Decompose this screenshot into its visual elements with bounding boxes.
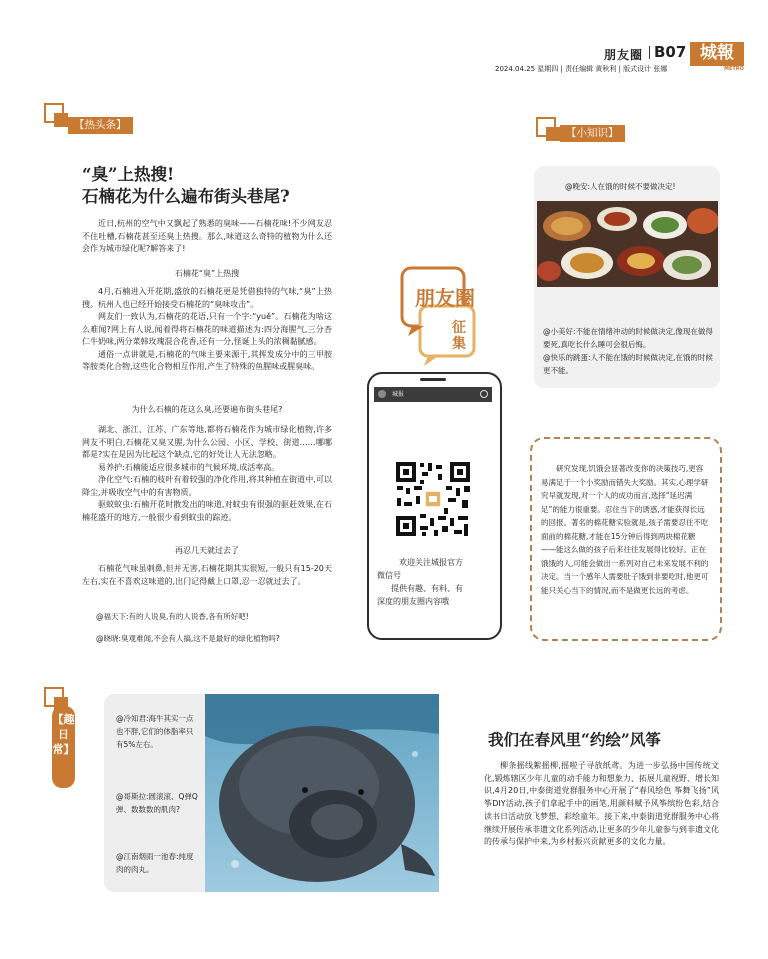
hot-paragraph: 驱蚊蚊虫:石楠开花时散发出的味道,对蚊虫有很强的驱赶效果,在石楠花盛开的地方,一般很少看到蚊虫的踪迹。 xyxy=(82,500,332,522)
hot-paragraph: 网友们一致认为,石楠花的花语,只有一个字:“yuě”。石楠花为啥这么难闻?网上有人说,闻着得将石楠花的味道描述为:四分海腥气,三分杏仁牛奶味,两分菜韩玫瑰混合花香,还有一分,怪诞上头的浓稠黏腻感。 xyxy=(82,312,332,346)
food-table-photo xyxy=(537,201,718,287)
phone-msg-line1: 欢迎关注城报官方 xyxy=(399,558,463,567)
hot-paragraph: 石楠花气味虽刺鼻,但并无害,石楠花期其实很短,一般只有15-20天左右,实在不喜欢这味道的,出门记得戴上口罩,忍一忍就过去了。 xyxy=(82,564,332,586)
manatee-photo xyxy=(205,694,439,892)
hot-paragraph: 净化空气:石楠的枝叶有着较强的净化作用,将其种植在街道中,可以降尘,并吸收空气中的有害物质。 xyxy=(82,475,332,497)
hot-tag: 【热头条】 xyxy=(68,117,133,134)
hot-paragraph: 易养护:石楠能适应很多城市的气候环境,成活率高。 xyxy=(98,462,280,472)
kite-title: 我们在春风里“约绘”风筝 xyxy=(488,730,661,749)
hot-paragraph: 通俗一点讲就是,石楠花的气味主要来源于,其挥发成分中的三甲胺等胺类化合物,这些化合物相互作用,产生了特殊的鱼腥味或腥臭味。 xyxy=(82,349,332,371)
hot-subhead-2: 为什么石楠的花这么臭,还要遍布街头巷尾? xyxy=(131,405,283,414)
hot-title xyxy=(82,164,382,208)
phone-back-icon xyxy=(378,390,386,398)
header-divider xyxy=(649,46,650,59)
phone-speaker xyxy=(420,378,446,381)
logo-sub-text: 征集 xyxy=(452,320,466,352)
kite-body: 柳条摇线絮摇柳,摇啦子寻放纸鸢。为进一步弘扬中国传统文化,锻炼辖区少年儿童的动手能力和想象力、拓展儿童视野、增长知识,4月20日,中泰街道党群服务中心开展了“春风绘色 筝舞飞扬”风筝DIY活动,孩子们拿起手中的画笔,用颜料赋予风筝缤纷色彩,结合读书日活动放飞梦想、彩绘童年。接下来,中泰街道党群服务中心将继续开展传承非遗文化系列活动,让更多的少年儿童参与到非遗文化的传承与保护中来,为乡村振兴贡献更多的文化力量。 xyxy=(484,761,719,847)
hot-body-3 xyxy=(82,563,332,588)
hot-intro xyxy=(82,218,332,256)
knowledge-article-text: 研究发现,饥饿会显著改变你的决策技巧,更容易满足于一个小奖励而错失大奖励。其实,心理学研究早就发现,对一个人的成功而言,选择“延迟满足”的能力很重要。忍住当下的诱惑,才能获得长远的回报。著名的棉花糖实验就是,孩子需要忍住不吃面前的棉花糖,才能在15分钟后得到两块棉花糖——能这么做的孩子后来往往发展得比较好。正在饿饿的人,可能会做出一系列对自己未来发展不利的决定。当一个感年人需要肚子饿到非要吃时,他更可能只关心当下的情况,而不是做更长远的考虑。 xyxy=(541,464,709,595)
hot-title-line1: “臭”上热搜! xyxy=(82,165,175,184)
hot-body-1 xyxy=(82,286,332,374)
fun-comment-2: @哥斯拉:圆滚滚、Q弹Q弹、数数数的肌肉? xyxy=(116,792,198,814)
phone-message xyxy=(377,556,491,608)
hot-comment-2: @晓晓:臭观难闻,不会有人搞,这不是最好的绿化植物吗? xyxy=(96,634,280,643)
phone-msg-line4: 深度的朋友圈内容哦 xyxy=(377,597,449,606)
hot-paragraph: 4月,石楠进入开花期,盛放的石楠花更是凭借独特的气味,“臭”上热搜。杭州人也已经开始接受石楠花的“臭味攻击”。 xyxy=(82,287,332,309)
section-name: 朋友圈 xyxy=(604,48,644,62)
qr-code-icon xyxy=(394,460,472,538)
issue-info: 2024.04.25 星期四 | 责任编辑 黄秋利 | 版式设计 张娜 xyxy=(495,65,668,73)
tag-square-filled xyxy=(546,127,560,141)
phone-msg-line2: 微信号 xyxy=(377,571,401,580)
logo-main-text: 朋友圈 xyxy=(415,286,475,310)
knowledge-article xyxy=(541,462,709,597)
fun-comment-3: @江南烟雨一池春:纯度肉的肉丸。 xyxy=(116,852,194,874)
fun-comment-1: @冷知君:海牛其实一点也不胖,它们的体脂率只有5%左右。 xyxy=(116,714,194,749)
page-number: B07 xyxy=(654,43,687,61)
phone-titlebar xyxy=(374,387,492,402)
hot-paragraph: 湖北、浙江、江苏、广东等地,都将石楠花作为城市绿化植物,许多网友不明白,石楠花又臭又腥,为什么公园、小区、学校、街道……哪哪都是?实在是因为比起这个缺点,它的好处让人无法忽略。 xyxy=(82,425,332,459)
phone-profile-icon xyxy=(480,390,488,398)
phone-account-name: 城报 xyxy=(392,391,405,398)
phone-msg-line3: 提供有趣、有料、有 xyxy=(391,584,463,593)
knowledge-comment-2: @小美好:不能在情绪冲动的时候做决定,像现在做得要死,真吃长什么睡可会很后悔。 xyxy=(543,327,713,349)
tag-square-filled xyxy=(54,113,68,127)
knowledge-comment-3: @快乐的跳蛋:人不能在饿的时候做决定,在饿的时候更不能。 xyxy=(543,353,713,375)
friends-circle-logo-icon xyxy=(398,262,488,367)
hot-subhead-1: 石楠花“臭”上热搜 xyxy=(174,269,240,278)
hot-body-2 xyxy=(82,424,332,524)
hot-comment-1: @福天下:有的人说臭,有的人说香,各有所好吧! xyxy=(96,612,249,621)
brand-sub: METRO xyxy=(724,66,744,72)
knowledge-comment-1: @晚安:人在饿的时候不要做决定! xyxy=(565,182,676,191)
brand-logo: 城報 xyxy=(690,42,744,66)
hot-subhead-3: 再忍几天就过去了 xyxy=(175,546,239,555)
knowledge-tag: 【小知识】 xyxy=(560,125,625,142)
hot-intro-text: 近日,杭州的空气中又飘起了熟悉的臭味——石楠花味!不少网友忍不住吐槽,石楠花甚至还臭上热搜。那么,味道这么奇特的植物为什么还会作为城市绿化呢?解答来了! xyxy=(82,219,332,253)
hot-title-line2: 石楠花为什么遍布街头巷尾? xyxy=(82,187,290,206)
fun-tag: 【趣日常】 xyxy=(52,706,75,788)
